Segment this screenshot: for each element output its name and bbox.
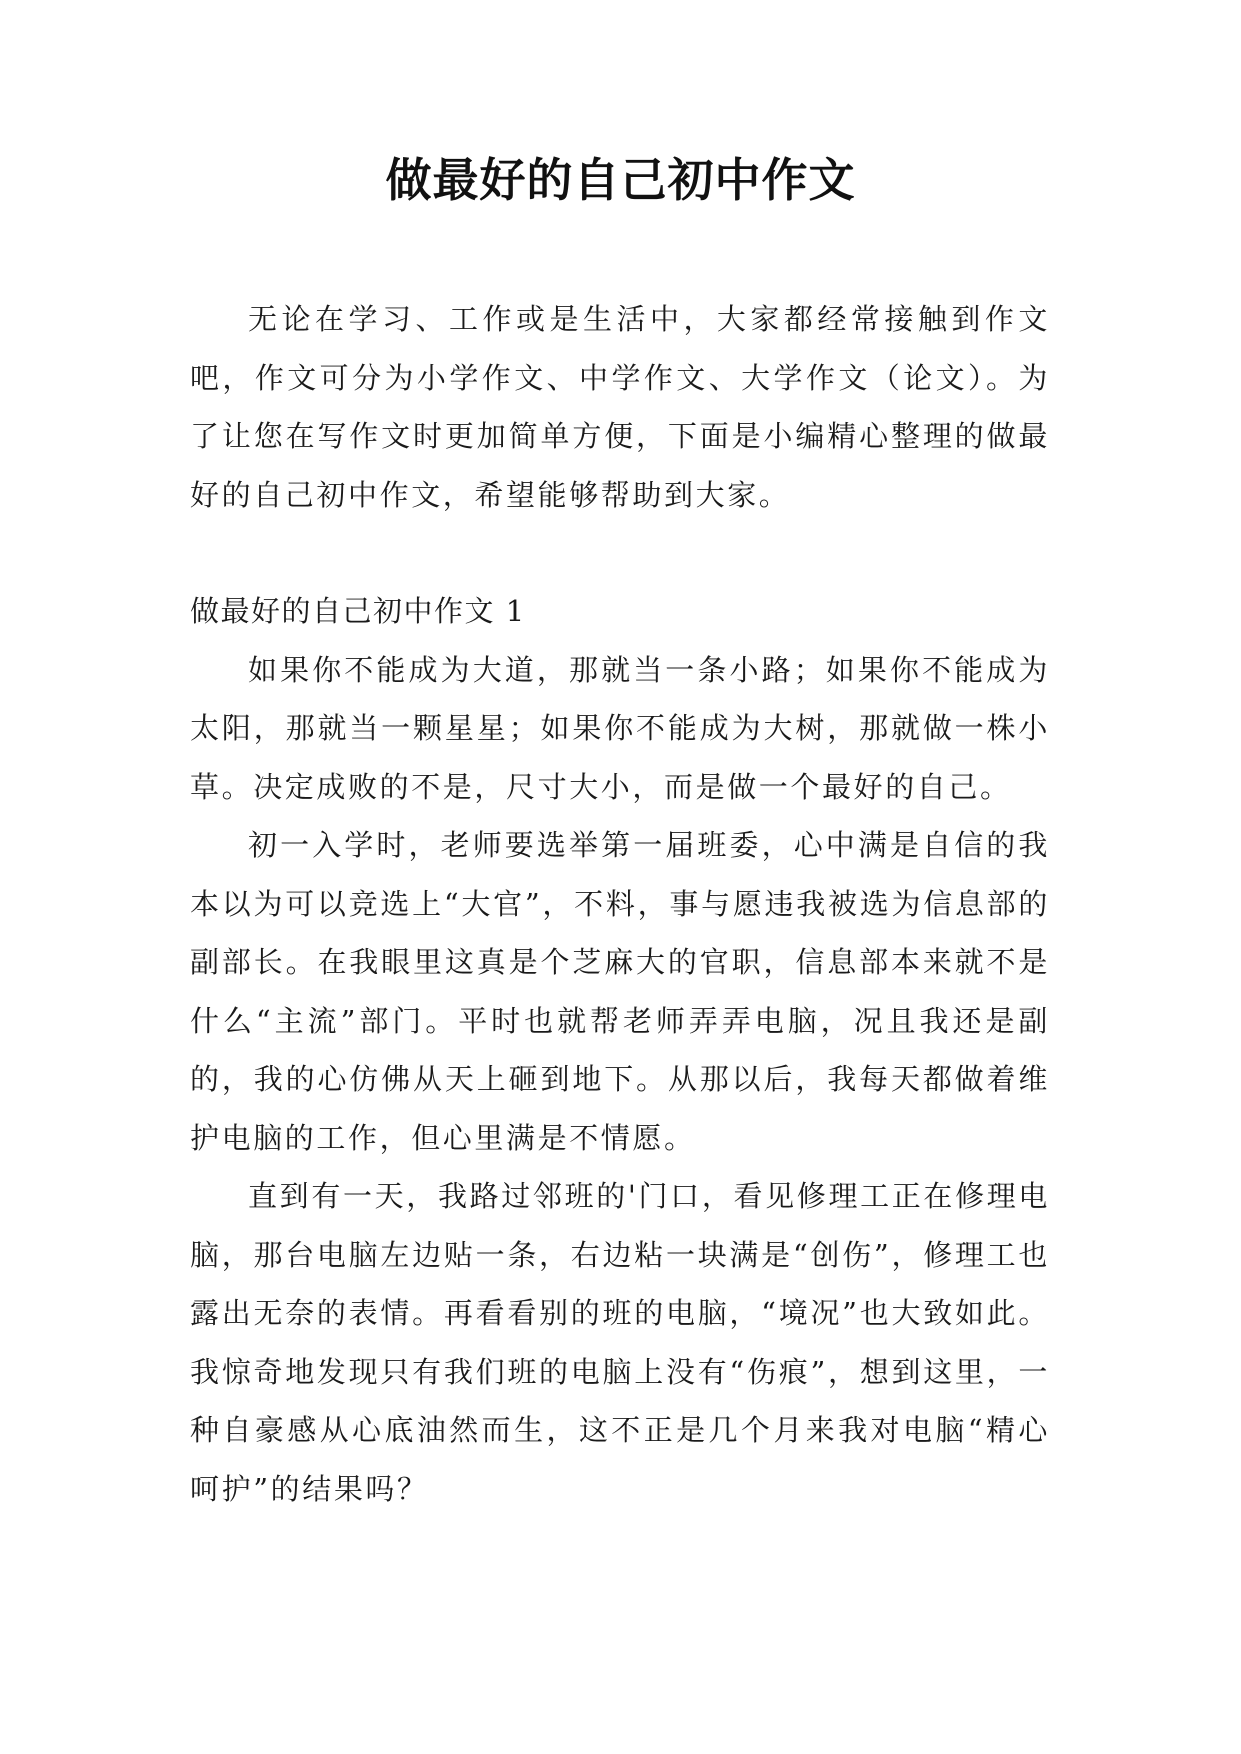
body-paragraph: 初一入学时，老师要选举第一届班委，心中满是自信的我本以为可以竞选上“大官”，不料，事与愿违我被选为信息部的副部长。在我眼里这真是个芝麻大的官职，信息部本来就不是什么“主流”部门。平时也就帮老师弄弄电脑，况且我还是副的，我的心仿佛从天上砸到地下。从那以后，我每天都做着维护电脑的工作，但心里满是不情愿。: [190, 828, 1050, 1155]
section-heading: 做最好的自己初中作文 1: [190, 594, 526, 628]
intro-paragraph: 无论在学习、工作或是生活中，大家都经常接触到作文吧，作文可分为小学作文、中学作文、大学作文（论文）。为了让您在写作文时更加简单方便，下面是小编精心整理的做最好的自己初中作文，希望能够帮助到大家。: [190, 302, 1050, 512]
body-paragraph: 如果你不能成为大道，那就当一条小路；如果你不能成为太阳，那就当一颗星星；如果你不能成为大树，那就做一株小草。决定成败的不是，尺寸大小，而是做一个最好的自己。: [190, 652, 1050, 804]
document-body: [190, 290, 1050, 1518]
document-title: 做最好的自己初中作文: [385, 153, 856, 207]
body-paragraph: 直到有一天，我路过邻班的'门口，看见修理工正在修理电脑，那台电脑左边贴一条，右边粘一块满是“创伤”，修理工也露出无奈的表情。再看看别的班的电脑，“境况”也大致如此。我惊奇地发现只有我们班的电脑上没有“伤痕”，想到这里，一种自豪感从心底油然而生，这不正是几个月来我对电脑“精心呵护”的结果吗？: [190, 1179, 1050, 1506]
